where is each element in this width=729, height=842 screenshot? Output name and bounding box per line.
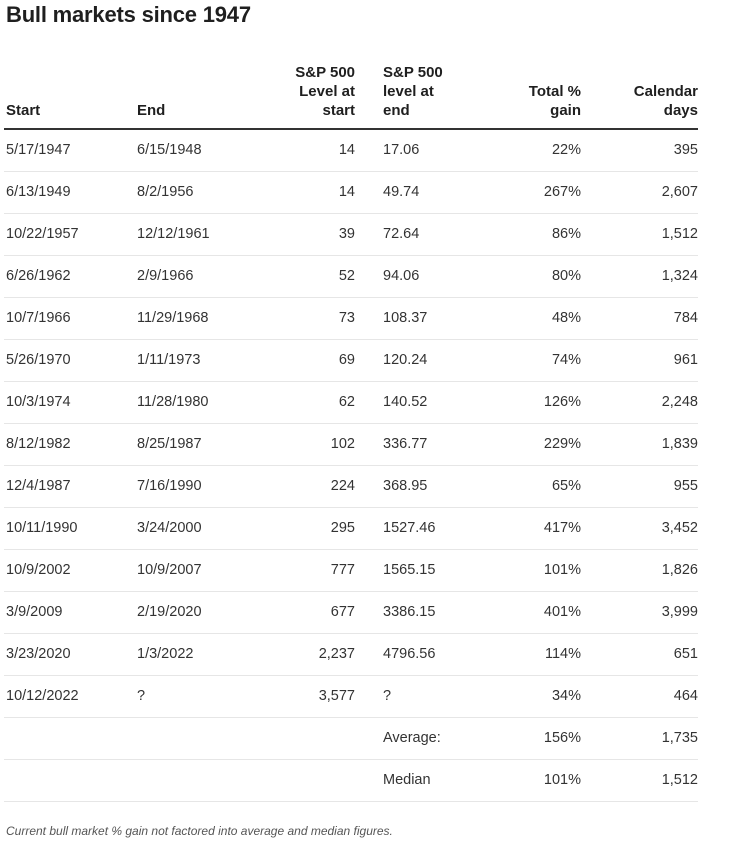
cell-level-start [254,759,355,801]
cell-level-end: 94.06 [355,255,461,297]
cell-calendar-days: 464 [581,675,698,717]
cell-calendar-days: 395 [581,129,698,171]
page-title: Bull markets since 1947 [6,2,251,27]
cell-start: 3/9/2009 [4,591,137,633]
cell-calendar-days: 784 [581,297,698,339]
table-row [4,549,698,591]
header-row [4,58,698,129]
cell-calendar-days: 1,324 [581,255,698,297]
header-total-gain: Total % gain [461,58,581,129]
cell-total-gain: 48% [461,297,581,339]
cell-level-end: 3386.15 [355,591,461,633]
cell-level-start: 14 [254,171,355,213]
cell-calendar-days: 1,512 [581,759,698,801]
cell-total-gain: 86% [461,213,581,255]
table-row [4,381,698,423]
cell-start: 10/12/2022 [4,675,137,717]
cell-start: 10/7/1966 [4,297,137,339]
cell-total-gain: 22% [461,129,581,171]
cell-total-gain: 126% [461,381,581,423]
cell-end: 12/12/1961 [137,213,254,255]
cell-total-gain: 114% [461,633,581,675]
table-row [4,759,698,801]
cell-calendar-days: 2,607 [581,171,698,213]
cell-end: 2/19/2020 [137,591,254,633]
cell-end: 11/29/1968 [137,297,254,339]
table-row [4,171,698,213]
cell-total-gain: 65% [461,465,581,507]
cell-calendar-days: 1,826 [581,549,698,591]
cell-end: 8/25/1987 [137,423,254,465]
cell-level-start: 102 [254,423,355,465]
cell-start [4,717,137,759]
cell-end [137,717,254,759]
cell-start: 6/26/1962 [4,255,137,297]
table-row [4,255,698,297]
cell-total-gain: 101% [461,549,581,591]
cell-end [137,759,254,801]
cell-level-start: 295 [254,507,355,549]
cell-start: 10/9/2002 [4,549,137,591]
cell-start: 10/11/1990 [4,507,137,549]
header-level-start: S&P 500 Level at start [254,58,355,129]
cell-total-gain: 80% [461,255,581,297]
cell-start: 5/26/1970 [4,339,137,381]
cell-start: 5/17/1947 [4,129,137,171]
table-row [4,507,698,549]
cell-level-start: 73 [254,297,355,339]
cell-calendar-days: 1,512 [581,213,698,255]
cell-end: 7/16/1990 [137,465,254,507]
cell-level-end: 17.06 [355,129,461,171]
cell-end: 11/28/1980 [137,381,254,423]
cell-start: 6/13/1949 [4,171,137,213]
header-calendar-days: Calendar days [581,58,698,129]
cell-calendar-days: 1,839 [581,423,698,465]
footnote: Current bull market % gain not factored into average and median figures. [6,824,393,838]
cell-level-end: Median [355,759,461,801]
cell-total-gain: 417% [461,507,581,549]
cell-calendar-days: 3,452 [581,507,698,549]
cell-start: 10/22/1957 [4,213,137,255]
cell-calendar-days: 3,999 [581,591,698,633]
cell-total-gain: 74% [461,339,581,381]
cell-level-start: 777 [254,549,355,591]
cell-total-gain: 229% [461,423,581,465]
cell-level-end: ? [355,675,461,717]
cell-level-end: 140.52 [355,381,461,423]
cell-level-end: 1527.46 [355,507,461,549]
cell-level-end: 368.95 [355,465,461,507]
cell-total-gain: 34% [461,675,581,717]
table-row [4,129,698,171]
table-row [4,465,698,507]
cell-end: 2/9/1966 [137,255,254,297]
cell-level-end: 336.77 [355,423,461,465]
header-start: Start [4,58,137,129]
cell-level-start: 2,237 [254,633,355,675]
cell-level-start: 14 [254,129,355,171]
cell-calendar-days: 961 [581,339,698,381]
cell-end: 3/24/2000 [137,507,254,549]
cell-calendar-days: 955 [581,465,698,507]
table-row [4,591,698,633]
cell-calendar-days: 2,248 [581,381,698,423]
cell-start [4,759,137,801]
cell-level-start: 52 [254,255,355,297]
cell-end: 6/15/1948 [137,129,254,171]
cell-end: 1/3/2022 [137,633,254,675]
cell-level-end: 4796.56 [355,633,461,675]
header-level-end: S&P 500 level at end [355,58,461,129]
cell-end: 8/2/1956 [137,171,254,213]
cell-level-end: 72.64 [355,213,461,255]
cell-level-start: 69 [254,339,355,381]
cell-total-gain: 156% [461,717,581,759]
cell-level-end: 49.74 [355,171,461,213]
cell-level-end: 1565.15 [355,549,461,591]
cell-end: 10/9/2007 [137,549,254,591]
cell-start: 10/3/1974 [4,381,137,423]
table-row [4,297,698,339]
cell-start: 3/23/2020 [4,633,137,675]
header-end: End [137,58,254,129]
cell-level-start: 224 [254,465,355,507]
cell-end: ? [137,675,254,717]
cell-start: 12/4/1987 [4,465,137,507]
cell-level-start: 677 [254,591,355,633]
cell-total-gain: 101% [461,759,581,801]
cell-calendar-days: 1,735 [581,717,698,759]
cell-level-end: 120.24 [355,339,461,381]
cell-level-start: 62 [254,381,355,423]
table-row [4,633,698,675]
cell-level-start: 3,577 [254,675,355,717]
table-row [4,423,698,465]
cell-start: 8/12/1982 [4,423,137,465]
cell-level-start: 39 [254,213,355,255]
cell-calendar-days: 651 [581,633,698,675]
cell-total-gain: 267% [461,171,581,213]
bull-markets-table [4,58,698,802]
table-row [4,717,698,759]
table-row [4,213,698,255]
cell-level-start [254,717,355,759]
table-row [4,675,698,717]
cell-level-end: 108.37 [355,297,461,339]
table-row [4,339,698,381]
cell-total-gain: 401% [461,591,581,633]
cell-level-end: Average: [355,717,461,759]
cell-end: 1/11/1973 [137,339,254,381]
